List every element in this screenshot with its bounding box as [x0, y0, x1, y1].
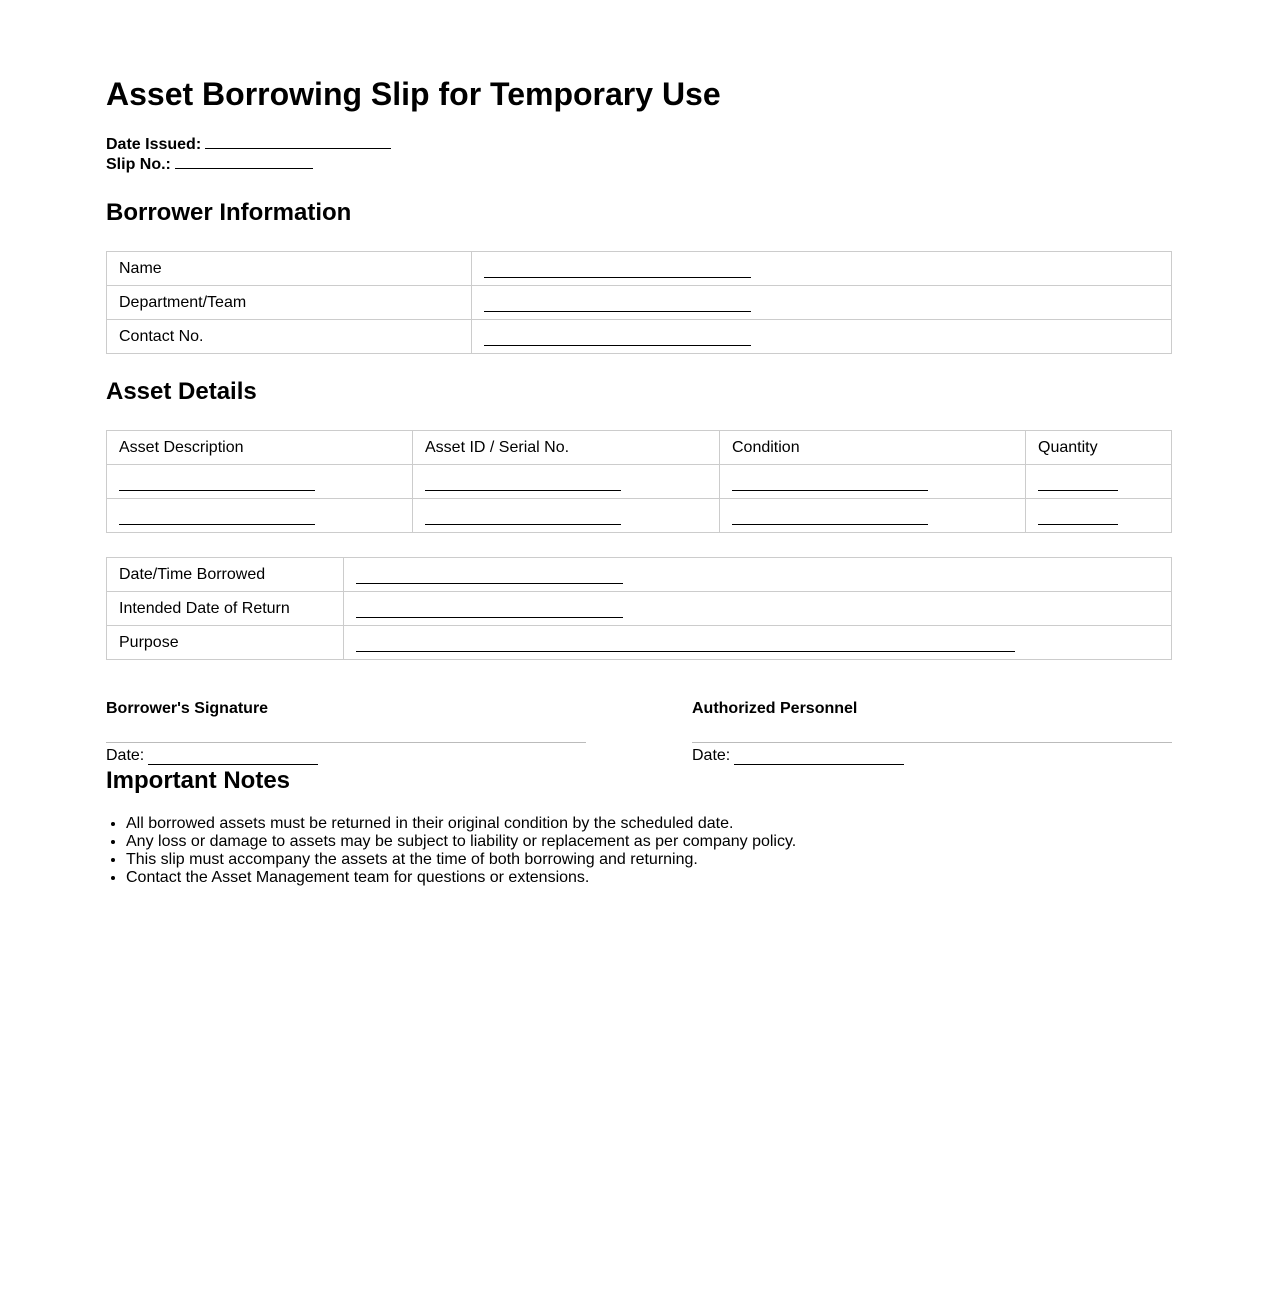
- purpose-cell: [344, 626, 1172, 660]
- authorized-personnel-label: Authorized Personnel: [692, 700, 858, 717]
- date-issued-field[interactable]: [205, 134, 391, 149]
- authorized-date-field[interactable]: [734, 750, 904, 765]
- borrower-info-table: [106, 251, 1172, 354]
- department-label: Department/Team: [107, 286, 472, 320]
- contact-cell: [472, 320, 1172, 354]
- list-item: • All borrowed assets must be returned in their original condition by the scheduled date.: [126, 815, 1172, 833]
- return-date-cell: [344, 592, 1172, 626]
- table-row: [107, 558, 1172, 592]
- condition-field[interactable]: [732, 474, 928, 491]
- borrower-name-label: Name: [107, 252, 472, 286]
- borrower-signature-block: [106, 700, 586, 765]
- col-quantity: Quantity: [1026, 431, 1172, 465]
- col-asset-id: Asset ID / Serial No.: [413, 431, 720, 465]
- asset-description-cell: [107, 499, 413, 533]
- quantity-cell: [1026, 499, 1172, 533]
- asset-id-field[interactable]: [425, 508, 621, 525]
- slip-no-field[interactable]: [175, 154, 313, 169]
- list-item: • Any loss or damage to assets may be subject to liability or replacement as per company policy.: [126, 833, 1172, 851]
- important-notes-heading: Important Notes: [106, 767, 291, 794]
- asset-description-field[interactable]: [119, 474, 315, 491]
- important-notes-list: [106, 815, 1172, 887]
- table-row: [107, 286, 1172, 320]
- condition-cell: [720, 465, 1026, 499]
- table-row: [107, 465, 1172, 499]
- asset-details-heading: Asset Details: [106, 378, 257, 405]
- borrower-name-field[interactable]: [484, 261, 751, 278]
- asset-description-cell: [107, 465, 413, 499]
- quantity-field[interactable]: [1038, 508, 1118, 525]
- authorized-signature-line[interactable]: [692, 742, 1172, 743]
- slip-no-row: [106, 154, 1172, 174]
- asset-description-field[interactable]: [119, 508, 315, 525]
- date-borrowed-cell: [344, 558, 1172, 592]
- authorized-date-label: Date:: [692, 747, 731, 764]
- contact-label: Contact No.: [107, 320, 472, 354]
- borrower-signature-label: Borrower's Signature: [106, 700, 269, 717]
- condition-field[interactable]: [732, 508, 928, 525]
- date-issued-row: [106, 134, 1172, 154]
- department-cell: [472, 286, 1172, 320]
- table-header-row: [107, 431, 1172, 465]
- date-issued-label: Date Issued:: [106, 136, 202, 153]
- borrower-info-heading: Borrower Information: [106, 199, 352, 226]
- borrowing-timing-table: [106, 557, 1172, 660]
- purpose-label: Purpose: [107, 626, 344, 660]
- slip-meta: [106, 134, 1172, 174]
- table-row: [107, 592, 1172, 626]
- col-asset-description: Asset Description: [107, 431, 413, 465]
- condition-cell: [720, 499, 1026, 533]
- return-date-label: Intended Date of Return: [107, 592, 344, 626]
- slip-no-label: Slip No.:: [106, 156, 171, 173]
- table-row: [107, 626, 1172, 660]
- asset-details-table: [106, 430, 1172, 533]
- return-date-field[interactable]: [356, 601, 623, 618]
- authorized-signature-block: [692, 700, 1172, 765]
- contact-field[interactable]: [484, 329, 751, 346]
- table-row: [107, 252, 1172, 286]
- asset-id-cell: [413, 465, 720, 499]
- borrower-date-label: Date:: [106, 747, 145, 764]
- list-item: • This slip must accompany the assets at the time of both borrowing and returning.: [126, 851, 1172, 869]
- date-borrowed-field[interactable]: [356, 567, 623, 584]
- asset-id-field[interactable]: [425, 474, 621, 491]
- list-item: • Contact the Asset Management team for questions or extensions.: [126, 869, 1172, 887]
- department-field[interactable]: [484, 295, 751, 312]
- date-borrowed-label: Date/Time Borrowed: [107, 558, 344, 592]
- quantity-field[interactable]: [1038, 474, 1118, 491]
- borrower-date-row: [106, 747, 586, 765]
- quantity-cell: [1026, 465, 1172, 499]
- authorized-date-row: [692, 747, 1172, 765]
- table-row: [107, 499, 1172, 533]
- table-row: [107, 320, 1172, 354]
- col-condition: Condition: [720, 431, 1026, 465]
- document-title: Asset Borrowing Slip for Temporary Use: [106, 76, 721, 112]
- signature-section: [106, 700, 1172, 765]
- asset-id-cell: [413, 499, 720, 533]
- borrower-date-field[interactable]: [148, 750, 318, 765]
- borrower-name-cell: [472, 252, 1172, 286]
- borrower-signature-line[interactable]: [106, 742, 586, 743]
- purpose-field[interactable]: [356, 635, 1015, 652]
